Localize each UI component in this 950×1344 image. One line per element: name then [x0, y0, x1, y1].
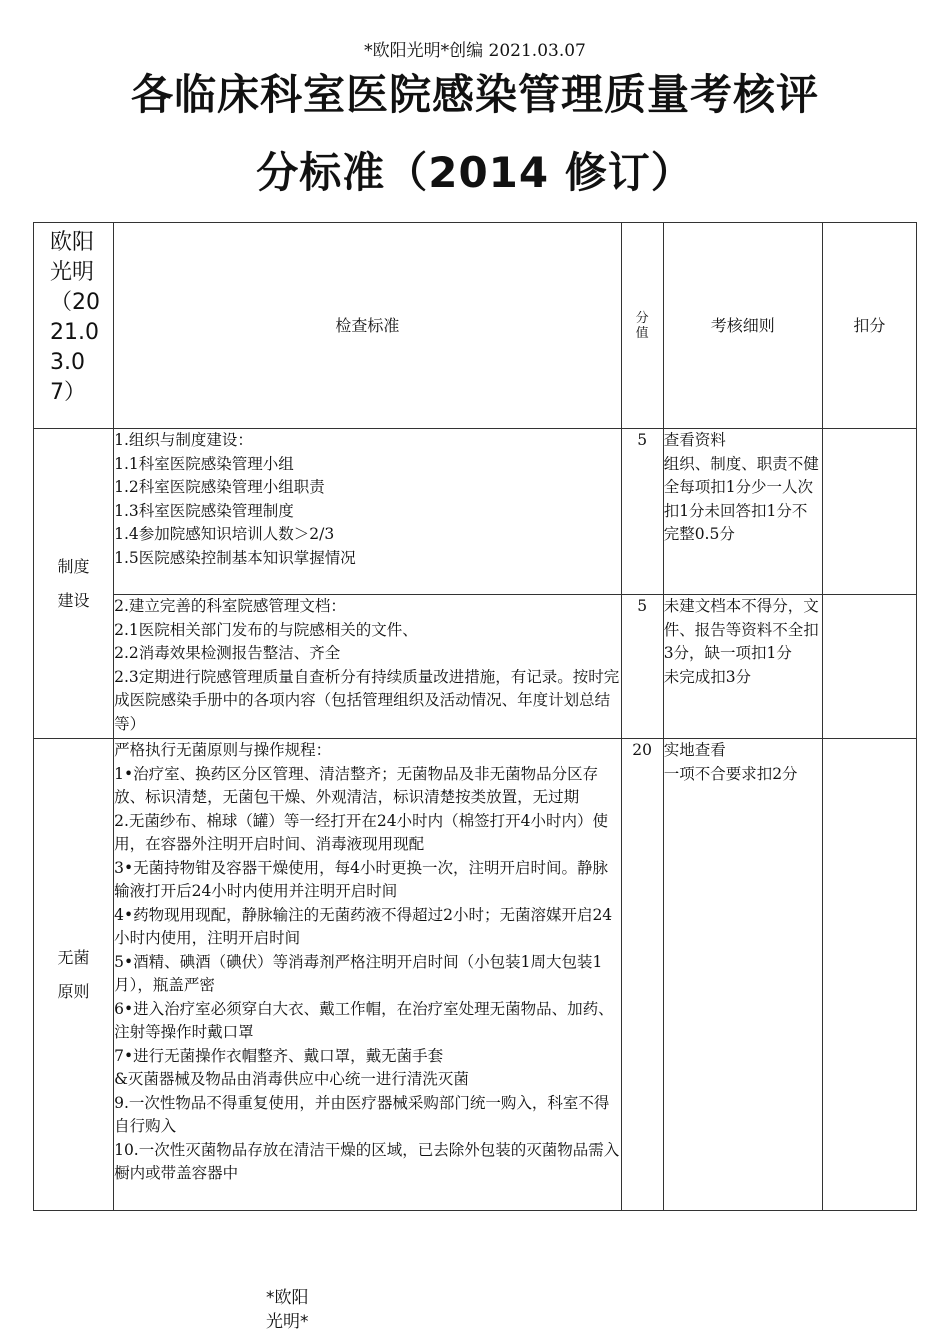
header-category-cell — [34, 223, 114, 429]
detail-line: 未完成扣3分 — [663, 667, 752, 686]
document-header-line: *欧阳光明*创编 2021.03.07 — [364, 41, 586, 61]
standard-line: 2.无菌纱布、棉球（罐）等一经打开在24小时内（棉签打开4小时内）使用，在容器外注明开启时间、消毒液现用现配 — [114, 811, 608, 853]
table-header-row — [34, 223, 917, 429]
category-cell-aseptic — [34, 739, 114, 1211]
header-detail-text: 考核细则 — [710, 315, 775, 335]
standard-line: 5•酒精、碘酒（碘伏）等消毒剂严格注明开启时间（小包装1周大包装1月），瓶盖严密 — [114, 952, 603, 994]
category-label: 制度建设 — [57, 556, 90, 610]
standard-line: 1.3科室医院感染管理制度 — [114, 501, 294, 520]
detail-line: 组织、制度、职责不健全每项扣1分少一人次扣1分未回答扣1分不完整0.5分 — [663, 454, 819, 543]
standard-line: &灭菌器械及物品由消毒供应中心统一进行清洗灭菌 — [114, 1070, 469, 1088]
detail-cell — [663, 429, 822, 595]
document-title-line-2: 分标准（2014 修订） — [256, 148, 694, 197]
header-score-cell — [621, 223, 663, 429]
deduct-cell[interactable] — [822, 595, 916, 739]
detail-line: 查看资料 — [663, 431, 726, 449]
standard-line: 2.3定期进行院感管理质量自查析分有持续质量改进措施，有记录。按时完成医院感染手册中的各项内容（包括管理组织及活动情况、年度计划总结等） — [114, 667, 620, 733]
document-title-line-1: 各临床科室医院感染管理质量考核评 — [130, 70, 819, 119]
header-deduct-cell — [822, 223, 916, 429]
header-detail-cell — [663, 223, 822, 429]
standard-line: 1•治疗室、换药区分区管理、清洁整齐；无菌物品及非无菌物品分区存放、标识清楚，无菌包干燥、外观清洁，标识清楚按类放置，无过期 — [114, 764, 599, 806]
standard-cell — [114, 595, 622, 739]
standard-line: 9.一次性物品不得重复使用，并由医疗器械采购部门统一购入，科室不得自行购入 — [114, 1093, 610, 1135]
table-row — [34, 739, 917, 1211]
header-deduct-text: 扣分 — [853, 315, 886, 335]
detail-line: 实地查看 — [663, 741, 726, 759]
standard-line: 2.建立完善的科室院感管理文档： — [114, 597, 346, 615]
header-standard-text: 检查标准 — [335, 315, 400, 335]
category-label: 无菌原则 — [57, 947, 90, 1001]
standard-line: 6•进入治疗室必须穿白大衣、戴工作帽，在治疗室处理无菌物品、加药、注射等操作时戴口罩 — [114, 999, 614, 1041]
standard-line: 1.5医院感染控制基本知识掌握情况 — [114, 548, 356, 567]
table-row — [34, 429, 917, 595]
header-category-text: 欧阳光明（2021.03.07） — [50, 230, 100, 405]
detail-cell — [663, 595, 822, 739]
deduct-cell[interactable] — [822, 429, 916, 595]
standard-line: 1.1科室医院感染管理小组 — [114, 454, 294, 473]
score-cell: 5 — [621, 429, 663, 595]
standard-cell — [114, 739, 622, 1211]
footer-author-fragment: *欧阳光明* — [266, 1288, 309, 1332]
category-cell-system — [34, 429, 114, 739]
standard-line: 1.组织与制度建设： — [114, 431, 253, 449]
table-row — [34, 595, 917, 739]
detail-line: 未建文档本不得分，文件、报告等资料不全扣3分，缺一项扣1分 — [663, 597, 819, 662]
standard-line: 7•进行无菌操作衣帽整齐、戴口罩，戴无菌手套 — [114, 1046, 444, 1065]
standard-line: 2.2消毒效果检测报告整洁、齐全 — [114, 644, 341, 662]
standard-line: 1.4参加院感知识培训人数＞2/3 — [114, 525, 335, 543]
standard-line: 10.一次性灭菌物品存放在清洁干燥的区域，已去除外包装的灭菌物品需入橱内或带盖容器中 — [114, 1140, 620, 1182]
header-score-text: 分值 — [635, 310, 649, 341]
standard-line: 4•药物现用现配，静脉输注的无菌药液不得超过2小时；无菌溶媒开启24小时内使用，注明开启时间 — [114, 905, 613, 947]
header-standard-cell — [114, 223, 622, 429]
assessment-table — [33, 222, 917, 1211]
deduct-cell[interactable] — [822, 739, 916, 1211]
standard-line: 2.1医院相关部门发布的与院感相关的文件、 — [114, 620, 418, 639]
score-cell: 20 — [621, 739, 663, 1211]
standard-line: 1.2科室医院感染管理小组职责 — [114, 478, 325, 496]
detail-line: 一项不合要求扣2分 — [663, 764, 798, 783]
standard-line: 3•无菌持物钳及容器干燥使用，每4小时更换一次，注明开启时间。静脉输液打开后24小时内使用并注明开启时间 — [114, 858, 608, 900]
standard-line: 严格执行无菌原则与操作规程： — [114, 741, 332, 759]
detail-cell — [663, 739, 822, 1211]
score-cell: 5 — [621, 595, 663, 739]
standard-cell — [114, 429, 622, 595]
